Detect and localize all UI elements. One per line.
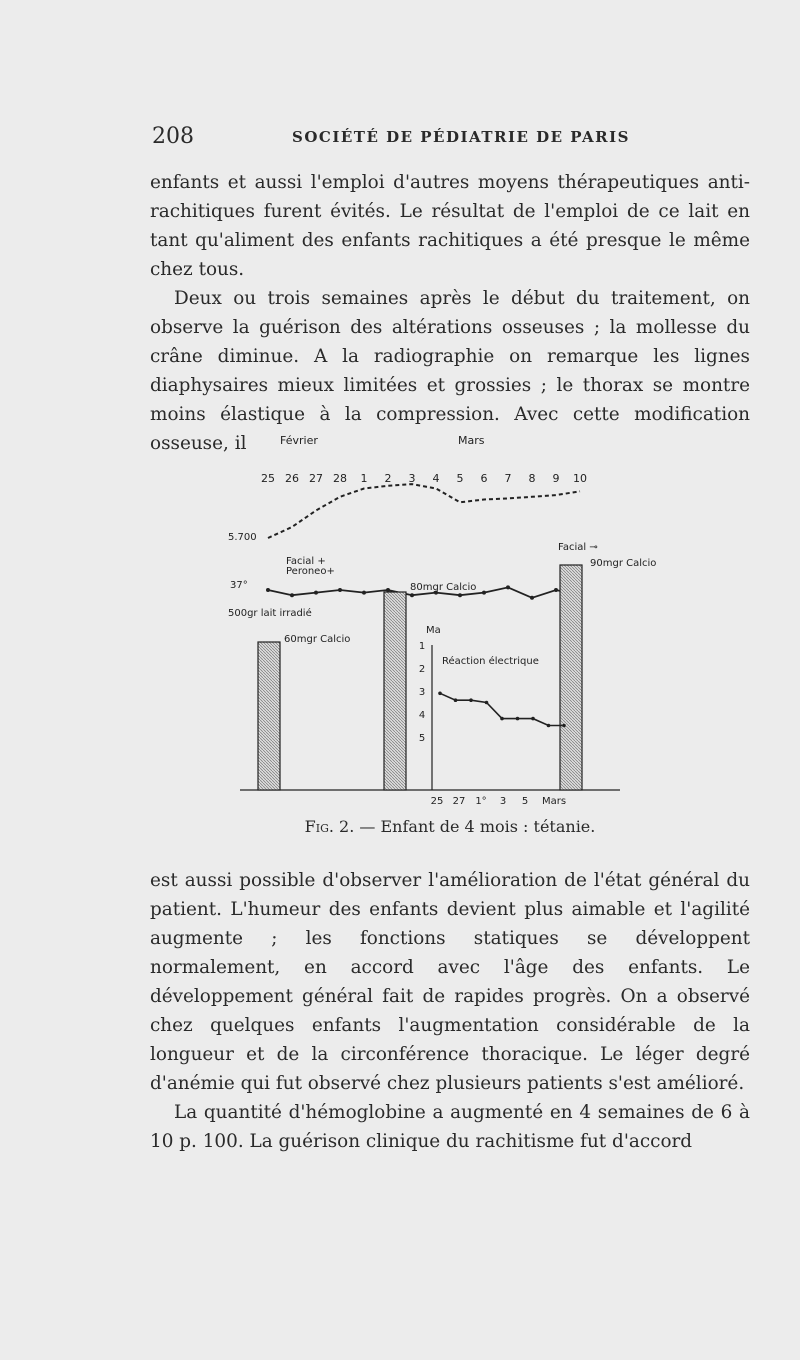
caption-label: Fig. 2. xyxy=(304,817,355,836)
date-label: 1 xyxy=(360,472,368,485)
date-label: 6 xyxy=(480,472,488,485)
inset-point xyxy=(562,724,566,728)
annotation-peroneo: Peroneo+ xyxy=(286,566,335,577)
paragraph-2: Deux ou trois semaines après le début du traitement, on observe la guérison des altérations osseuses ; la mollesse du crâne diminue. A la radiographie on remarque les lignes diaphysaires mieux limitées et grossies ; le thorax se montre moins élastique à la compression. Avec cette modification osseuse, il xyxy=(150,288,750,454)
inset-title: Réaction électrique xyxy=(442,656,539,667)
inset-point xyxy=(469,698,473,702)
page-number: 208 xyxy=(152,124,194,149)
inset-y-tick: 4 xyxy=(418,710,426,721)
inset-point xyxy=(547,724,551,728)
date-label: 4 xyxy=(432,472,440,485)
temperature-point xyxy=(266,588,270,592)
annotation-90mgr: 90mgr Calcio xyxy=(590,558,657,569)
inset-unit-label: Ma xyxy=(426,625,441,636)
annotation-80mgr: 80mgr Calcio xyxy=(410,582,477,593)
inset-point xyxy=(438,692,442,696)
date-label: 8 xyxy=(528,472,536,485)
inset-x-label: 25 xyxy=(430,796,444,807)
inset-y-tick: 1 xyxy=(418,641,426,652)
temperature-point xyxy=(362,591,366,595)
temperature-point xyxy=(506,585,510,589)
date-label: 7 xyxy=(504,472,512,485)
figure-chart xyxy=(200,420,720,820)
inset-y-tick: 5 xyxy=(418,733,426,744)
temperature-point xyxy=(338,588,342,592)
paragraph-4: La quantité d'hémoglobine a augmenté en 4 semaines de 6 à 10 p. 100. La guérison clinique du rachitisme fut d'accord xyxy=(150,1102,750,1152)
date-label: 3 xyxy=(408,472,416,485)
inset-y-tick: 2 xyxy=(418,664,426,675)
date-label: 2 xyxy=(384,472,392,485)
temperature-point xyxy=(530,596,534,600)
weight-label: 5.700 xyxy=(228,532,257,543)
date-label: 9 xyxy=(552,472,560,485)
annotation-facial: Facial + xyxy=(286,556,326,567)
date-label: 26 xyxy=(285,472,299,485)
dose-bar-80mgr xyxy=(384,592,406,790)
text-block-top xyxy=(150,168,750,458)
inset-x-label: 27 xyxy=(452,796,466,807)
figure-caption xyxy=(300,817,600,836)
month-label-fevrier: Février xyxy=(280,434,318,447)
month-label-mars: Mars xyxy=(458,434,485,447)
temperature-point xyxy=(482,591,486,595)
paragraph-3: est aussi possible d'observer l'amélioration de l'état général du patient. L'humeur des enfants devient plus aimable et l'agilité augmente ; les fonctions statiques se développent normalement, en accord avec l'âge des enfants. Le développement général fait de rapides progrès. On a observé chez quelques enfants l'augmentation considérable de la longueur et de la circonférence thoracique. Le léger degré d'anémie qui fut observé chez plusieurs patients s'est amélioré. xyxy=(150,870,750,1094)
date-label: 27 xyxy=(309,472,323,485)
temperature-point xyxy=(554,588,558,592)
temperature-label: 37° xyxy=(230,580,248,591)
inset-curve xyxy=(440,693,564,725)
inset-point xyxy=(500,717,504,721)
annotation-milk: 500gr lait irradié xyxy=(228,608,312,619)
temperature-point xyxy=(410,593,414,597)
chart-svg xyxy=(200,420,720,820)
annotation-60mgr: 60mgr Calcio xyxy=(284,634,351,645)
running-title: SOCIÉTÉ DE PÉDIATRIE DE PARIS xyxy=(292,128,630,146)
inset-point xyxy=(454,698,458,702)
caption-text: — Enfant de 4 mois : tétanie. xyxy=(359,817,596,836)
text-block-bottom xyxy=(150,866,750,1156)
date-label: 28 xyxy=(333,472,347,485)
inset-x-label: 3 xyxy=(499,796,507,807)
temperature-point xyxy=(458,593,462,597)
dose-bar-90mgr xyxy=(560,565,582,790)
date-label: 10 xyxy=(573,472,587,485)
temperature-point xyxy=(290,593,294,597)
dose-bar-60mgr xyxy=(258,642,280,790)
inset-point xyxy=(485,701,489,705)
page-header xyxy=(152,124,742,160)
paragraph-1: enfants et aussi l'emploi d'autres moyens thérapeutiques anti-rachitiques furent évités. Le résultat de l'emploi de ce lait en tant qu'aliment des enfants rachitiques a été presque le même chez tous. xyxy=(150,172,750,280)
inset-point xyxy=(516,717,520,721)
inset-x-label: 1° xyxy=(475,796,487,807)
date-label: 25 xyxy=(261,472,275,485)
annotation-facial-right: Facial ⊸ xyxy=(558,542,598,553)
inset-x-label: 5 xyxy=(521,796,529,807)
weight-curve xyxy=(268,484,580,538)
date-label: 5 xyxy=(456,472,464,485)
inset-x-label: Mars xyxy=(541,796,567,807)
temperature-point xyxy=(314,591,318,595)
inset-point xyxy=(531,717,535,721)
inset-y-tick: 3 xyxy=(418,687,426,698)
